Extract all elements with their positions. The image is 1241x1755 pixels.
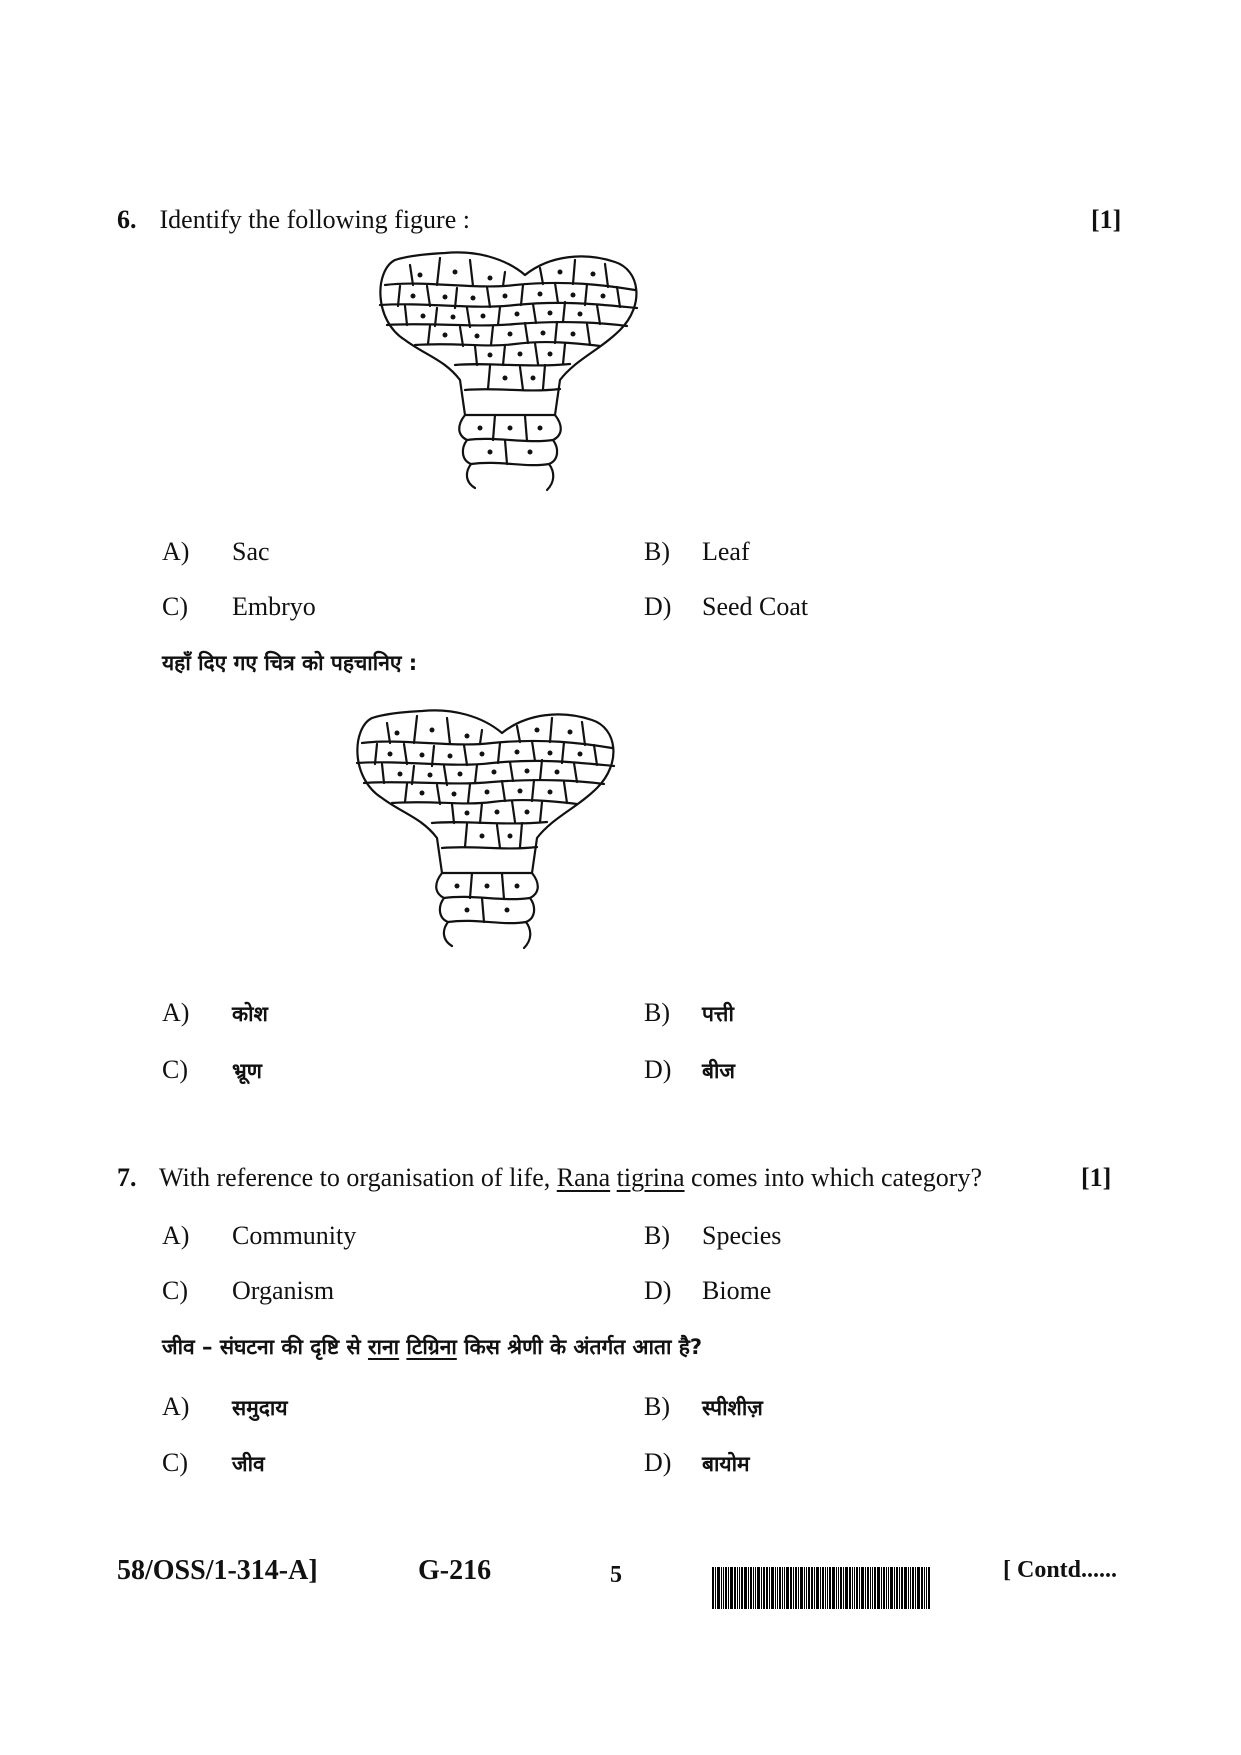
contd-label: [ Contd...... <box>1003 1557 1118 1583</box>
option-text: Species <box>702 1221 782 1250</box>
barcode-bar <box>793 1567 794 1609</box>
barcode-bar <box>845 1567 848 1609</box>
barcode-bar <box>820 1567 821 1609</box>
option-label: B) <box>644 998 670 1027</box>
question-6-marks: [1] <box>1091 205 1122 234</box>
barcode-bar <box>734 1567 736 1609</box>
barcode-bar <box>894 1567 895 1609</box>
barcode-bar <box>854 1567 855 1609</box>
option-label: D) <box>644 592 672 621</box>
barcode-bar <box>852 1567 853 1609</box>
barcode-bar <box>777 1567 778 1609</box>
question-6-hindi-text: यहाँ दिए गए चित्र को पहचानिए : <box>162 651 418 675</box>
barcode-bar <box>728 1567 729 1609</box>
barcode-bar <box>888 1567 889 1609</box>
option-text: Seed Coat <box>702 592 809 621</box>
option-text: बायोम <box>702 1452 750 1476</box>
q6-option-b <box>644 537 750 567</box>
barcode-bar <box>856 1567 858 1609</box>
barcode-bar <box>910 1567 911 1609</box>
option-text: भ्रूण <box>232 1059 262 1083</box>
option-label: C) <box>162 1055 188 1084</box>
option-label: A) <box>162 1221 190 1250</box>
barcode-bar <box>717 1567 720 1609</box>
question-7-term-rana: Rana <box>556 1163 611 1192</box>
barcode-bar <box>763 1567 765 1609</box>
question-6-text: Identify the following figure : <box>159 205 470 234</box>
barcode-bar <box>904 1567 907 1609</box>
option-text: Sac <box>232 537 270 566</box>
barcode-bar <box>744 1567 747 1609</box>
barcode-bar <box>867 1567 869 1609</box>
barcode-bar <box>775 1567 776 1609</box>
barcode-bar <box>800 1567 803 1609</box>
option-label: C) <box>162 1448 188 1477</box>
barcode-bar <box>806 1567 807 1609</box>
option-text: कोश <box>232 1002 268 1026</box>
embryo-figure-english <box>365 250 655 495</box>
option-label: D) <box>644 1448 672 1477</box>
question-7-hindi-after: किस श्रेणी के अंतर्गत आता है? <box>456 1335 703 1359</box>
barcode-bar <box>779 1567 781 1609</box>
q7-hindi-option-a <box>162 1392 288 1423</box>
barcode-bar <box>804 1567 805 1609</box>
q6-hindi-option-d <box>644 1055 735 1086</box>
option-label: A) <box>162 998 190 1027</box>
option-text: Organism <box>232 1276 335 1305</box>
option-label: A) <box>162 537 190 566</box>
option-label: C) <box>162 592 188 621</box>
barcode-bar <box>870 1567 871 1609</box>
q6-hindi-option-a <box>162 998 268 1029</box>
barcode-bar <box>721 1567 722 1609</box>
barcode-bar <box>901 1567 903 1609</box>
q6-option-d <box>644 592 808 622</box>
option-text: स्पीशीज़ <box>702 1396 763 1420</box>
barcode-bar <box>811 1567 813 1609</box>
q6-hindi-option-b <box>644 998 734 1029</box>
option-text: Biome <box>702 1276 772 1305</box>
barcode-bar <box>737 1567 738 1609</box>
option-label: B) <box>644 537 670 566</box>
barcode-bar <box>798 1567 799 1609</box>
option-label: B) <box>644 1221 670 1250</box>
option-label: A) <box>162 1392 190 1421</box>
barcode-bar <box>861 1567 864 1609</box>
barcode-bar <box>757 1567 760 1609</box>
barcode-bar <box>840 1567 842 1609</box>
question-6 <box>117 205 470 235</box>
barcode-bar <box>771 1567 774 1609</box>
question-7 <box>117 1163 982 1193</box>
barcode-bar <box>723 1567 724 1609</box>
q6-option-c <box>162 592 316 622</box>
question-6-number: 6. <box>117 205 137 234</box>
option-text: Embryo <box>232 592 316 621</box>
barcode-bar <box>790 1567 792 1609</box>
question-7-number: 7. <box>117 1163 137 1192</box>
q7-option-b <box>644 1221 781 1251</box>
barcode-bar <box>753 1567 754 1609</box>
barcode-bar <box>877 1567 880 1609</box>
q7-hindi-option-c <box>162 1448 265 1479</box>
barcode <box>712 1567 984 1609</box>
barcode-bar <box>915 1567 916 1609</box>
question-7-hindi-term-rana: राना <box>367 1335 400 1359</box>
barcode-bar <box>730 1567 733 1609</box>
paper-code: 58/OSS/1-314-A] <box>117 1555 318 1586</box>
option-text: पत्ती <box>702 1002 734 1026</box>
barcode-bar <box>896 1567 898 1609</box>
barcode-bar <box>786 1567 789 1609</box>
barcode-bar <box>829 1567 831 1609</box>
option-text: Community <box>232 1221 357 1250</box>
barcode-bar <box>750 1567 752 1609</box>
barcode-bar <box>899 1567 900 1609</box>
barcode-bar <box>926 1567 927 1609</box>
barcode-bar <box>859 1567 860 1609</box>
barcode-bar <box>912 1567 914 1609</box>
barcode-bar <box>825 1567 826 1609</box>
q7-hindi-option-d <box>644 1448 750 1479</box>
barcode-bar <box>890 1567 893 1609</box>
barcode-bar <box>784 1567 785 1609</box>
barcode-bar <box>814 1567 815 1609</box>
barcode-bar <box>886 1567 887 1609</box>
option-text: समुदाय <box>232 1396 288 1420</box>
option-label: B) <box>644 1392 670 1421</box>
barcode-bar <box>928 1567 930 1609</box>
embryo-figure-hindi <box>342 708 632 953</box>
option-label: C) <box>162 1276 188 1305</box>
barcode-bar <box>715 1567 716 1609</box>
barcode-bar <box>921 1567 923 1609</box>
option-text: जीव <box>232 1452 265 1476</box>
question-7-hindi-term-tigrina: टिग्रिना <box>406 1335 457 1359</box>
barcode-bar <box>795 1567 797 1609</box>
question-7-term-tigrina: tigrina <box>616 1163 685 1192</box>
barcode-bar <box>782 1567 783 1609</box>
page-number: 5 <box>610 1562 622 1588</box>
barcode-bar <box>836 1567 837 1609</box>
q7-hindi-option-b <box>644 1392 763 1423</box>
question-7-marks: [1] <box>1081 1163 1112 1192</box>
barcode-bar <box>725 1567 727 1609</box>
set-code: G-216 <box>418 1555 492 1586</box>
q7-option-a <box>162 1221 356 1251</box>
barcode-bar <box>865 1567 866 1609</box>
q6-hindi-option-c <box>162 1055 262 1086</box>
q7-option-d <box>644 1276 771 1306</box>
question-7-hindi <box>162 1332 702 1362</box>
q7-option-c <box>162 1276 334 1306</box>
barcode-bar <box>816 1567 819 1609</box>
q6-option-a <box>162 537 270 567</box>
barcode-bar <box>827 1567 828 1609</box>
barcode-bar <box>769 1567 770 1609</box>
barcode-bar <box>739 1567 740 1609</box>
barcode-bar <box>755 1567 756 1609</box>
option-text: बीज <box>702 1059 736 1083</box>
barcode-bar <box>908 1567 909 1609</box>
barcode-bar <box>822 1567 824 1609</box>
barcode-bar <box>712 1567 714 1609</box>
barcode-bar <box>883 1567 885 1609</box>
barcode-bar <box>872 1567 873 1609</box>
barcode-bar <box>741 1567 743 1609</box>
option-label: D) <box>644 1276 672 1305</box>
option-text: Leaf <box>702 537 750 566</box>
barcode-bar <box>843 1567 844 1609</box>
barcode-bar <box>917 1567 920 1609</box>
barcode-bar <box>849 1567 851 1609</box>
barcode-bar <box>838 1567 839 1609</box>
barcode-bar <box>766 1567 768 1609</box>
barcode-bar <box>748 1567 749 1609</box>
barcode-bar <box>924 1567 925 1609</box>
barcode-bar <box>832 1567 835 1609</box>
question-7-text-before: With reference to organisation of life, <box>159 1163 557 1192</box>
option-label: D) <box>644 1055 672 1084</box>
barcode-bar <box>761 1567 762 1609</box>
barcode-bar <box>874 1567 876 1609</box>
barcode-bar <box>881 1567 882 1609</box>
question-7-text-after: comes into which category? <box>684 1163 982 1192</box>
barcode-bar <box>808 1567 810 1609</box>
question-7-hindi-before: जीव – संघटना की दृष्टि से <box>162 1335 368 1359</box>
